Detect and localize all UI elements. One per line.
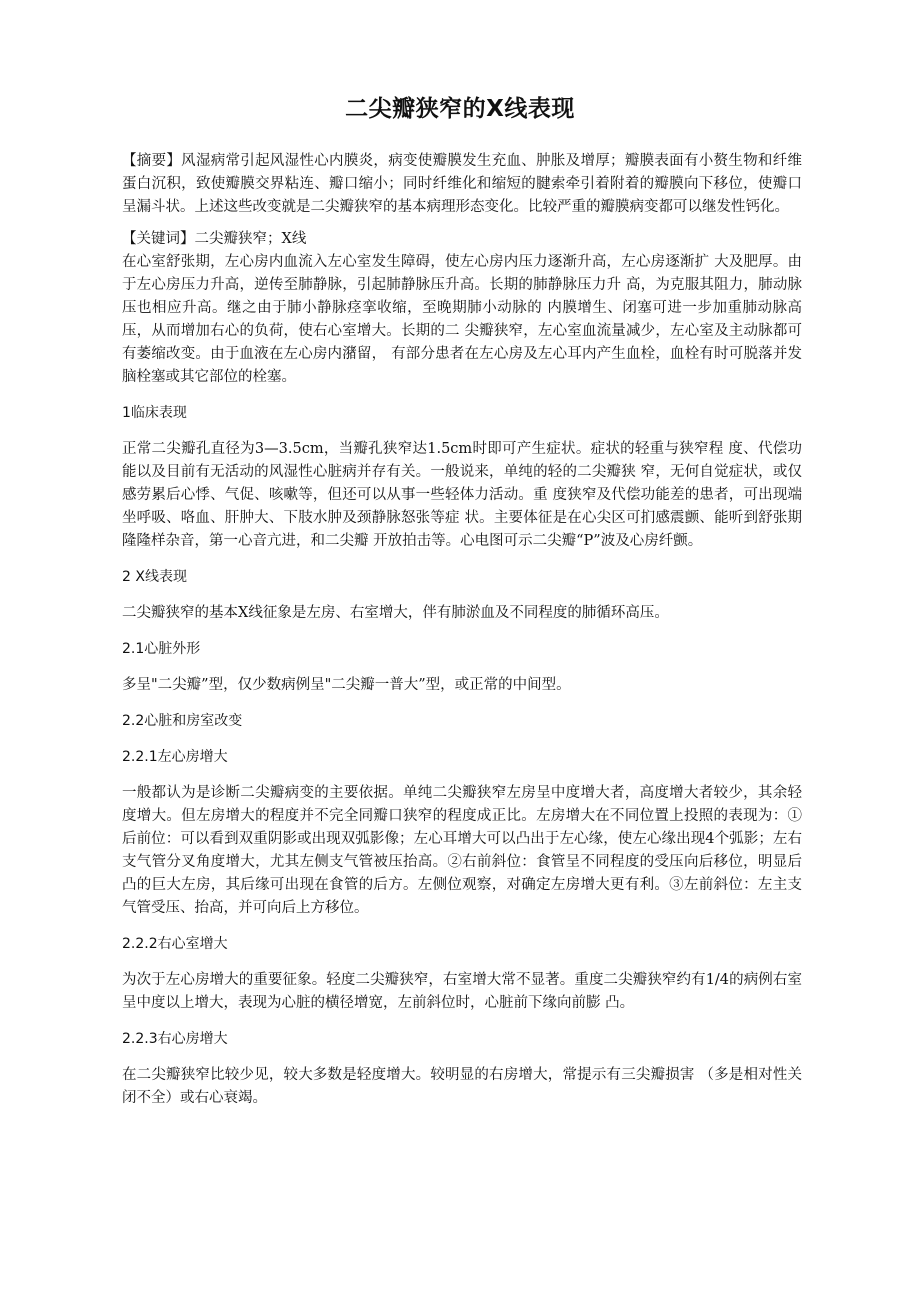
section-text-xray: 二尖瓣狭窄的基本X线征象是左房、右室增大，伴有肺淤血及不同程度的肺循环高压。	[122, 605, 669, 621]
section-heading-right-atrium: 2.2.3右心房增大	[122, 1031, 228, 1047]
section-text-right-ventricle: 为次于左心房增大的重要征象。轻度二尖瓣狭窄，右室增大常不显著。重度二尖瓣狭窄约有1/4的病例右室呈中度以上增大，表现为心脏的横径增宽，左前斜位时，心脏前下缘向前膨 凸。	[122, 972, 802, 1011]
section-heading-chambers: 2.2心脏和房室改变	[122, 713, 243, 729]
section-heading-left-atrium: 2.2.1左心房增大	[122, 749, 228, 765]
document-title: 二尖瓣狭窄的X线表现	[345, 96, 575, 122]
section-heading-right-ventricle: 2.2.2右心室增大	[122, 936, 228, 952]
section-text-right-atrium: 在二尖瓣狭窄比较少见，较大多数是轻度增大。较明显的右房增大，常提示有三尖瓣损害 （多是相对性关闭不全）或右心衰竭。	[122, 1067, 802, 1106]
section-heading-xray: 2 X线表现	[122, 569, 187, 585]
document-body	[122, 150, 802, 1110]
intro-paragraph: 在心室舒张期，左心房内血流入左心室发生障碍，使左心房内压力逐渐升高，左心房逐渐扩 大及肥厚。由于左心房压力升高，逆传至肺静脉，引起肺静脉压升高。长期的肺静脉压力升 高，为克服其阻力，肺动脉压也相应升高。继之由于肺小静脉痉挛收缩，至晚期肺小动脉的 内膜增生、闭塞可进一步加重肺动脉高压，从而增加右心的负荷，使右心室增大。长期的二 尖瓣狭窄，左心室血流量减少，左心室及主动脉都可有萎缩改变。由于血液在左心房内潴留， 有部分患者在左心房及左心耳内产生血栓，血栓有时可脱落并发脑栓塞或其它部位的栓塞。	[122, 254, 802, 385]
section-heading-clinical: 1临床表现	[122, 405, 187, 421]
keywords-line: 【关键词】二尖瓣狭窄；X线	[122, 231, 307, 247]
section-text-heart-shape: 多呈"二尖瓣”型，仅少数病例呈"二尖瓣一普大”型，或正常的中间型。	[122, 677, 571, 693]
abstract-paragraph: 【摘要】风湿病常引起风湿性心内膜炎，病变使瓣膜发生充血、肿胀及增厚；瓣膜表面有小赘生物和纤维蛋白沉积，致使瓣膜交界粘连、瓣口缩小；同时纤维化和缩短的腱索牵引着附着的瓣膜向下移位，使瓣口呈漏斗状。上述这些改变就是二尖瓣狭窄的基本病理形态变化。比较严重的瓣膜病变都可以继发性钙化。	[122, 153, 802, 215]
section-text-clinical: 正常二尖瓣孔直径为3—3.5cm，当瓣孔狭窄达1.5cm时即可产生症状。症状的轻重与狭窄程 度、代偿功能以及目前有无活动的风湿性心脏病并存有关。一般说来，单纯的轻的二尖瓣狭 窄，无何自觉症状，或仅感劳累后心悸、气促、咳嗽等，但还可以从事一些轻体力活动。重 度狭窄及代偿功能差的患者，可出现端坐呼吸、咯血、肝肿大、下肢水肿及颈静脉怒张等症 状。主要体征是在心尖区可扪感震颤、能听到舒张期隆隆样杂音，第一心音亢进，和二尖瓣 开放拍击等。心电图可示二尖瓣“P”波及心房纤颤。	[122, 441, 802, 549]
section-text-left-atrium: 一般都认为是诊断二尖瓣病变的主要依据。单纯二尖瓣狭窄左房呈中度增大者，高度增大者较少，其余轻度增大。但左房增大的程度并不完全同瓣口狭窄的程度成正比。左房增大在不同位置上投照的表现为：①后前位：可以看到双重阴影或出现双弧影像；左心耳增大可以凸出于左心缘，使左心缘出现4个弧影；左右支气管分叉角度增大，尤其左侧支气管被压抬高。②右前斜位：食管呈不同程度的受压向后移位，明显后凸的巨大左房，其后缘可出现在食管的后方。左侧位观察，对确定左房增大更有利。③左前斜位：左主支气管受压、抬高，并可向后上方移位。	[122, 785, 802, 916]
section-heading-heart-shape: 2.1心脏外形	[122, 641, 201, 657]
